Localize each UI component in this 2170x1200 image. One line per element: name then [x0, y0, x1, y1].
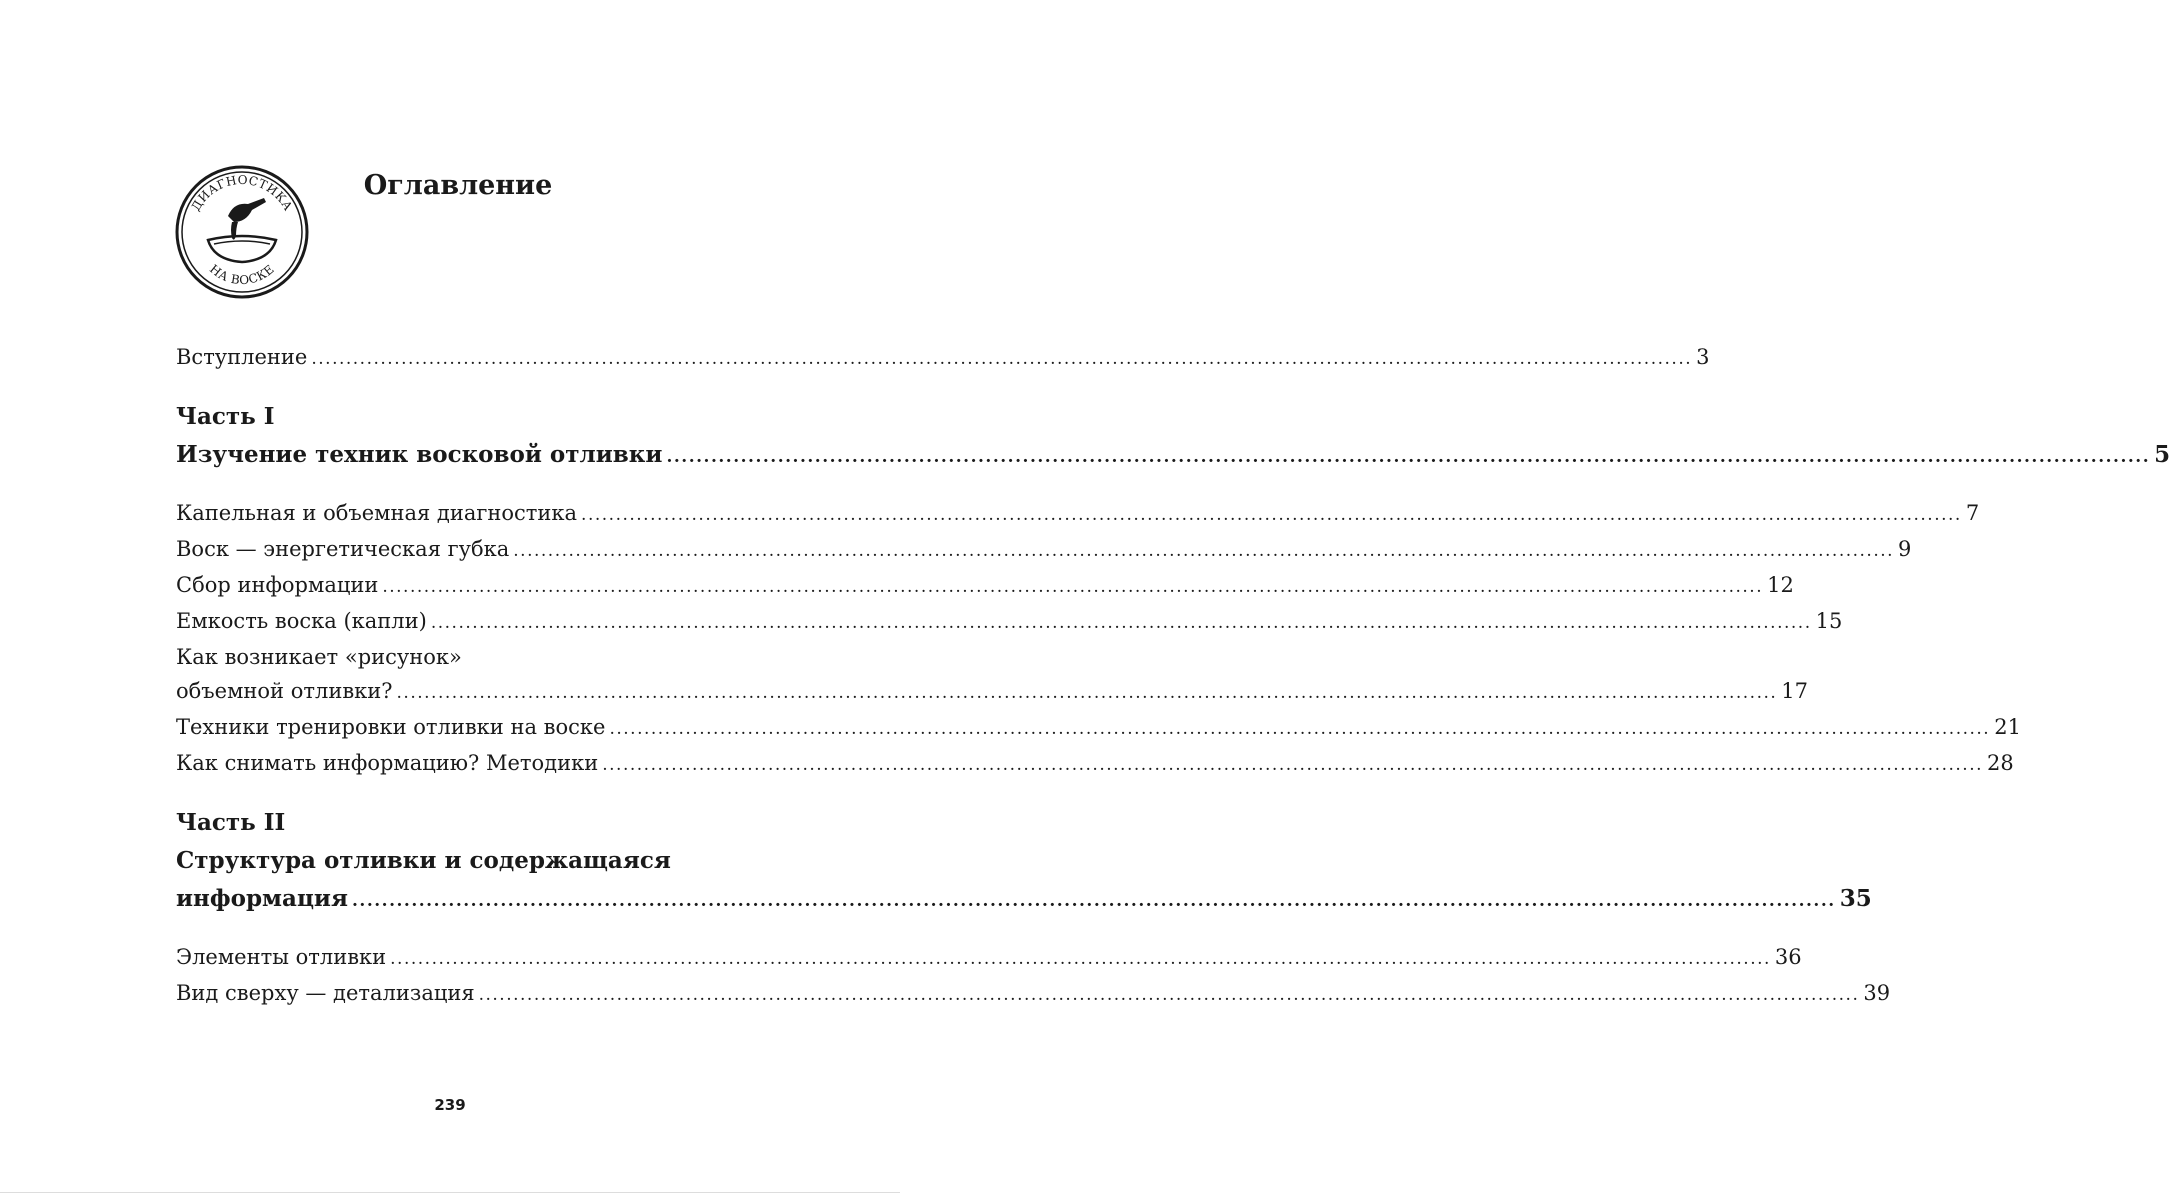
toc-entry-page: 21 — [1994, 715, 2021, 739]
toc-entry — [176, 532, 1912, 568]
toc-entry-page: 17 — [1781, 679, 1809, 703]
page-title: Оглавление — [363, 170, 553, 201]
toc-entry — [176, 710, 2021, 746]
toc-entry-title: Воск — энергетическая губка — [176, 537, 510, 561]
part-2-title-row — [176, 880, 1872, 920]
logo-bottom-text: НА ВОСКЕ — [206, 261, 278, 288]
toc-entry — [176, 568, 1794, 604]
toc-entry — [176, 604, 1843, 640]
toc-entry — [176, 976, 1891, 1012]
toc-entry-page: 39 — [1863, 981, 1891, 1005]
page-bottom-edge — [0, 1192, 900, 1193]
part-2-label: Часть II — [176, 809, 286, 836]
wax-spoon-bowl-icon — [208, 198, 276, 262]
toc-entry-page: 12 — [1767, 573, 1794, 597]
toc-entry-title: объемной отливки? — [176, 679, 393, 703]
page-number: 239 — [434, 1096, 466, 1114]
toc-entry — [176, 496, 1980, 532]
toc-entry — [176, 746, 2014, 782]
toc-entry-title: Сбор информации — [176, 573, 379, 597]
leader-dots: ........................................................................................................................................................................................................ — [478, 985, 1860, 1005]
part-2-title-line1: Структура отливки и содержащаяся — [176, 847, 671, 874]
leader-dots: ........................................................................................................................................................................................................ — [666, 447, 2151, 467]
toc-entry-page: 3 — [1696, 345, 1710, 369]
toc-entry-intro — [176, 340, 1710, 376]
part-2-page: 35 — [1839, 885, 1872, 912]
leader-dots: ........................................................................................................................................................................................................ — [311, 349, 1693, 369]
part-1-label: Часть I — [176, 403, 275, 430]
toc-entry-title: Как снимать информацию? Методики — [176, 751, 599, 775]
leader-dots: ........................................................................................................................................................................................................ — [609, 719, 1991, 739]
leader-dots: ........................................................................................................................................................................................................ — [602, 755, 1984, 775]
part-1-title: Изучение техник восковой отливки — [176, 441, 663, 468]
part-2-title: информация — [176, 885, 348, 912]
toc-entry-title: Вступление — [176, 345, 308, 369]
leader-dots: ........................................................................................................................................................................................................ — [430, 613, 1812, 633]
toc-entry-page: 7 — [1965, 501, 1980, 525]
toc-entry-title-line1: Как возникает «рисунок» — [176, 645, 462, 669]
leader-dots: ........................................................................................................................................................................................................ — [581, 505, 1962, 525]
toc-entry-page: 9 — [1898, 537, 1912, 561]
toc-entry-title: Капельная и объемная диагностика — [176, 501, 578, 525]
leader-dots: ........................................................................................................................................................................................................ — [390, 949, 1771, 969]
logo-top-text: ДИАГНОСТИКА — [188, 172, 296, 214]
toc-entry — [176, 674, 1809, 710]
part-1-page: 5 — [2154, 441, 2170, 468]
toc-entry-title: Элементы отливки — [176, 945, 387, 969]
part-1-title-row — [176, 436, 2170, 476]
leader-dots: ........................................................................................................................................................................................................ — [396, 683, 1778, 703]
toc-entry-page: 28 — [1987, 751, 2014, 775]
leader-dots: ........................................................................................................................................................................................................ — [382, 577, 1764, 597]
toc-entry — [176, 940, 1802, 976]
leader-dots: ........................................................................................................................................................................................................ — [513, 541, 1895, 561]
leader-dots: ........................................................................................................................................................................................................ — [351, 891, 1836, 911]
toc-entry-page: 36 — [1774, 945, 1802, 969]
table-of-contents — [176, 340, 2170, 1012]
toc-entry-page: 15 — [1815, 609, 1843, 633]
toc-entry-title: Емкость воска (капли) — [176, 609, 427, 633]
toc-entry-title: Вид сверху — детализация — [176, 981, 475, 1005]
toc-entry-title: Техники тренировки отливки на воске — [176, 715, 606, 739]
